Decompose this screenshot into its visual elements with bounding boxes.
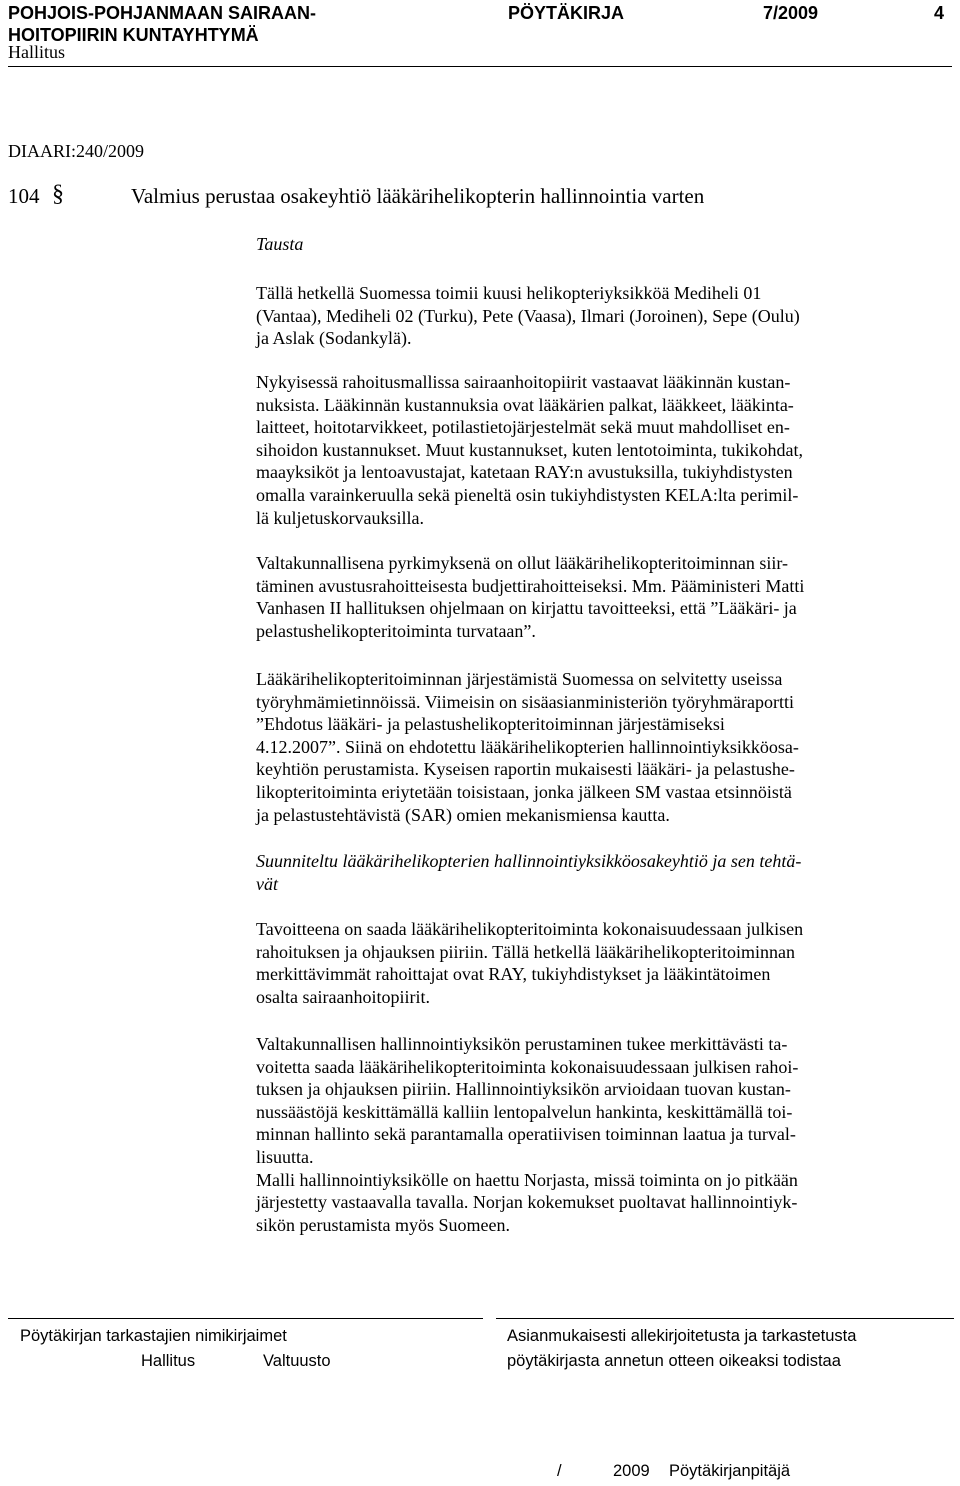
header-body-name: Hallitus [8, 42, 65, 62]
footer-certification-line2: pöytäkirjasta annetun otteen oikeaksi todistaa [507, 1352, 841, 1370]
text-line: tuksen ja ohjauksen piiriin. Hallinnointiyksikön arvioidaan tuovan kustan- [256, 1079, 791, 1100]
text-line: ja Aslak (Sodankylä). [256, 328, 412, 349]
text-line: laitteet, hoitotarvikkeet, potilastietojärjestelmät sekä muut mahdolliset en- [256, 417, 790, 438]
text-line: nussäästöjä keskittämällä kalliin lentopalvelun hankinta, keskittämällä toi- [256, 1101, 793, 1122]
header-rule [8, 66, 952, 67]
text-line: maayksiköt ja lentoavustajat, katetaan RAY:n avustuksilla, tukiyhdistysten [256, 462, 793, 483]
section-title: Valmius perustaa osakeyhtiö lääkärihelikopterin hallinnointia varten [131, 184, 705, 208]
text-line: lä kuljetuskorvauksilla. [256, 507, 424, 528]
text-line: likopteritoiminta eriytetään toisistaan, jonka jälkeen SM vastaa etsinnöistä [256, 781, 792, 802]
paragraph-5 [256, 918, 956, 1008]
text-line: Malli hallinnointiyksikölle on haettu Norjasta, missä toiminta on jo pitkään [256, 1169, 798, 1190]
paragraph-4 [256, 668, 956, 826]
text-line: Lääkärihelikopteritoiminnan järjestämistä Suomessa on selvitetty useissa [256, 669, 783, 689]
footer-date-slash: / [557, 1462, 562, 1480]
section-symbol: § [52, 181, 64, 207]
doc-number: 7/2009 [763, 3, 819, 23]
text-line: vät [256, 873, 278, 894]
footer-rule-right [496, 1318, 954, 1319]
footer-certification-line1: Asianmukaisesti allekirjoitetusta ja tarkastetusta [507, 1327, 857, 1345]
text-line: Tällä hetkellä Suomessa toimii kuusi helikopteriyksikköä Mediheli 01 [256, 283, 762, 303]
text-line: Tavoitteena on saada lääkärihelikopteritoiminta kokonaisuudessaan julkisen [256, 919, 804, 939]
text-line: ”Ehdotus lääkäri- ja pelastushelikopteritoiminnan järjestämiseksi [256, 714, 725, 735]
footer-col-valtuusto: Valtuusto [263, 1352, 331, 1370]
doc-type: PÖYTÄKIRJA [508, 3, 625, 23]
text-line: täminen avustusrahoitteisesta budjettirahoitteiseksi. Mm. Pääministeri Matti [256, 575, 805, 596]
org-name-line1: POHJOIS-POHJANMAAN SAIRAAN- [8, 3, 317, 23]
text-line: sikön perustamista myös Suomeen. [256, 1214, 510, 1235]
footer-reviewers-title: Pöytäkirjan tarkastajien nimikirjaimet [20, 1327, 287, 1345]
text-line: lisuutta. [256, 1146, 314, 1167]
footer-year: 2009 [613, 1462, 650, 1480]
subheading-suunniteltu [256, 850, 956, 895]
paragraph-6 [256, 1033, 956, 1236]
page-number: 4 [934, 3, 945, 23]
text-line: ja pelastustehtävistä (SAR) omien mekanismiensa kautta. [256, 804, 670, 825]
text-line: Nykyisessä rahoitusmallissa sairaanhoitopiirit vastaavat lääkinnän kustan- [256, 372, 791, 392]
footer-signer: Pöytäkirjanpitäjä [669, 1462, 791, 1480]
text-line: pelastushelikopteritoiminta turvataan”. [256, 620, 536, 641]
text-line: keyhtiön perustamista. Kyseisen raportin mukaisesti lääkäri- ja pelastushe- [256, 759, 795, 780]
org-name-line2: HOITOPIIRIN KUNTAYHTYMÄ [8, 25, 259, 45]
footer-col-hallitus: Hallitus [141, 1352, 196, 1370]
text-line: nuksista. Lääkinnän kustannuksia ovat lääkärien palkat, lääkkeet, lääkinta- [256, 394, 794, 415]
text-line: järjestetty vastaavalla tavalla. Norjan kokemukset puoltavat hallinnointiyk- [256, 1192, 798, 1213]
paragraph-2 [256, 371, 956, 529]
text-line: Valtakunnallisena pyrkimyksenä on ollut lääkärihelikopteritoiminnan siir- [256, 553, 789, 573]
text-line: (Vantaa), Mediheli 02 (Turku), Pete (Vaasa), Ilmari (Joroinen), Sepe (Oulu) [256, 305, 800, 326]
text-line: minnan hallinto sekä parantamalla operatiivisen toiminnan laatua ja turval- [256, 1124, 796, 1145]
text-line: merkittävimmät rahoittajat ovat RAY, tukiyhdistykset ja lääkintätoimen [256, 964, 771, 985]
text-line: rahoituksen ja ohjauksen piiriin. Tällä hetkellä lääkärihelikopteritoiminnan [256, 941, 796, 962]
paragraph-1 [256, 282, 956, 350]
text-line: työryhmämietinnöissä. Viimeisin on sisäasianministeriön työryhmäraportti [256, 691, 795, 712]
diaari-number: DIAARI:240/2009 [8, 141, 144, 161]
text-line: Suunniteltu lääkärihelikopterien hallinnointiyksikköosakeyhtiö ja sen tehtä- [256, 851, 802, 871]
text-line: omalla varainkeruulla sekä pieneltä osin tukiyhdistysten KELA:lta perimil- [256, 484, 799, 505]
text-line: 4.12.2007”. Siinä on ehdotettu lääkärihelikopterien hallinnointiyksikköosa- [256, 736, 799, 757]
text-line: Vanhasen II hallituksen ohjelmaan on kirjattu tavoitteeksi, että ”Lääkäri- ja [256, 598, 797, 619]
text-line: voitetta saada lääkärihelikopteritoiminta kokonaisuudessaan julkisen rahoi- [256, 1056, 799, 1077]
paragraph-3 [256, 552, 956, 642]
text-line: sihoidon kustannukset. Muut kustannukset, kuten lentotoiminta, tukikohdat, [256, 439, 803, 460]
text-line: osalta sairaanhoitopiirit. [256, 986, 430, 1007]
text-line: Valtakunnallisen hallinnointiyksikön perustaminen tukee merkittävästi ta- [256, 1034, 788, 1054]
footer-rule-left [8, 1318, 483, 1319]
subheading-tausta: Tausta [256, 234, 304, 254]
section-number: 104 [8, 184, 40, 208]
